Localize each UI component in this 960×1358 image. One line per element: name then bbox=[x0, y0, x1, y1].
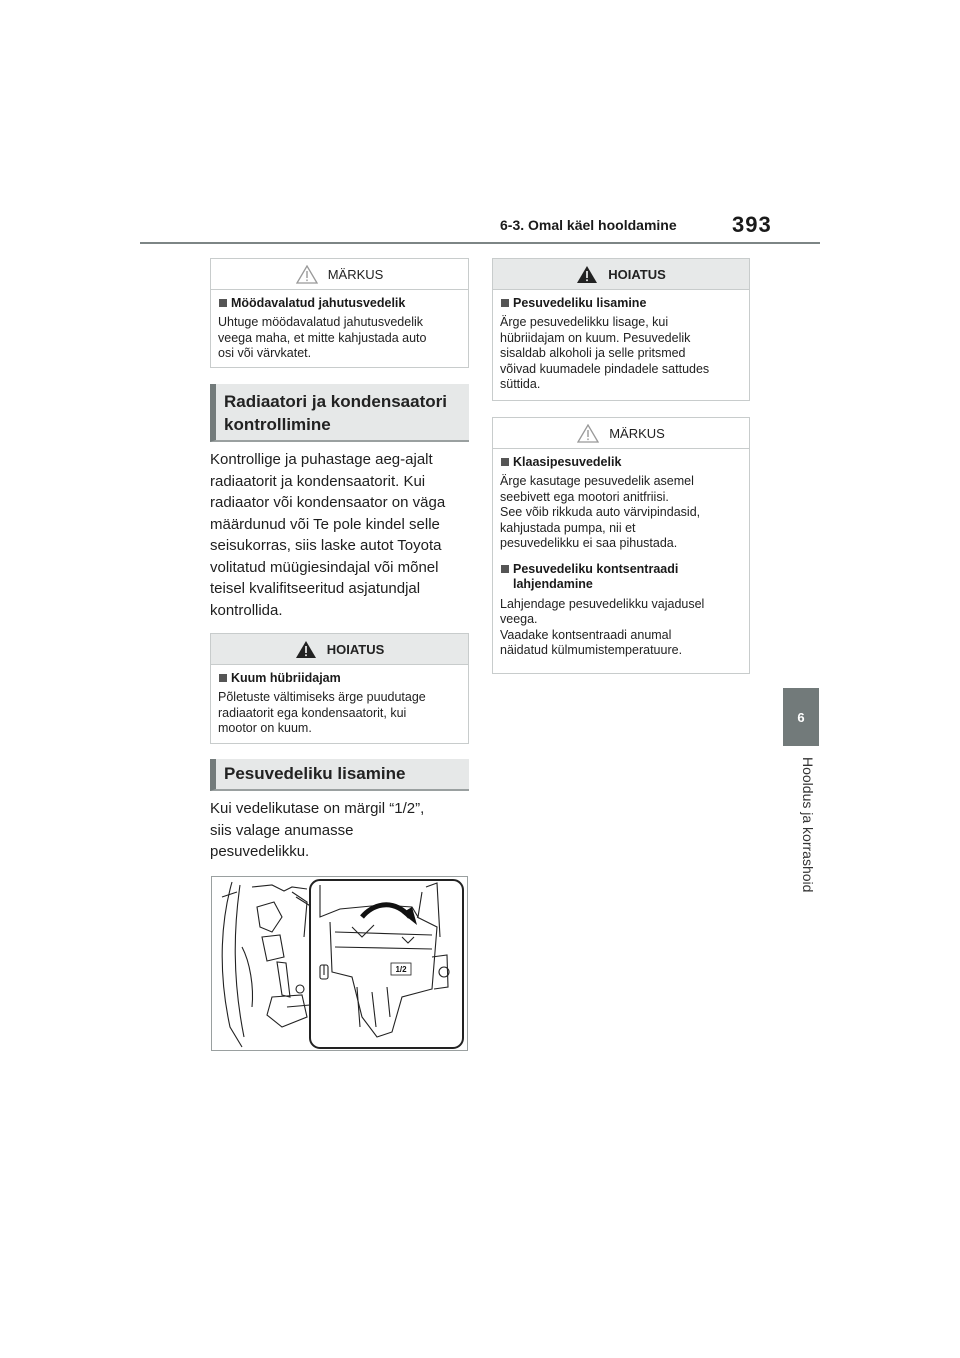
level-mark-label: 1/2 bbox=[395, 965, 407, 974]
notice-box bbox=[210, 258, 469, 368]
warning-label: HOIATUS bbox=[608, 266, 666, 282]
warning-box-2 bbox=[492, 258, 750, 401]
notice-item-title bbox=[218, 296, 461, 310]
notice-label: MÄRKUS bbox=[609, 425, 665, 441]
header-divider bbox=[140, 242, 820, 244]
notice-item-title bbox=[500, 562, 742, 592]
notice-item-text: Uhtuge möödavalatud jahutusvedelik veega maha, et mitte kahjustada auto osi või värvkatet. bbox=[218, 315, 427, 360]
warning-item-title bbox=[218, 671, 461, 685]
section-heading-washer: Pesuvedeliku lisamine bbox=[210, 759, 469, 791]
warning-header bbox=[211, 634, 468, 665]
warning-header bbox=[493, 259, 749, 290]
notice-item bbox=[500, 562, 742, 659]
warning-item-text: Ärge pesuvedelikku lisage, kui hübriidajam on kuum. Pesuvedelik sisaldab alkoholi ja selle pritsmed võivad kuumadele pindadele sattudes süttida. bbox=[500, 315, 710, 391]
chapter-number: 6 bbox=[797, 709, 805, 725]
notice-item-text: Ärge kasutage pesuvedelik asemel seebivett ega mootori anitfriisi. See võib rikkuda auto värvipindasid, kahjustada pumpa, nii et pesuvedelikku ei saa pihustada. bbox=[500, 474, 701, 550]
radiator-paragraph: Kontrollige ja puhastage aeg-ajalt radiaatorit ja kondensaatorit. Kui radiaator või kondensaator on väga määrdunud või Te pole kindel selle seisukorras, siis laske autot Toyota volitatud müügiesindajal või mõnel teisel kvalifitseeritud asjatundjal kontrollida. bbox=[210, 451, 446, 619]
bullet-square-icon bbox=[501, 458, 509, 466]
warning-box bbox=[210, 633, 469, 744]
page-number: 393 bbox=[732, 212, 772, 237]
warning-item-text: Põletuste vältimiseks ärge puudutage radiaatorit ega kondensaatorit, kui mootor on kuum. bbox=[218, 690, 426, 735]
notice-item-title bbox=[500, 455, 742, 469]
warning-item-title-text: Kuum hübriidajam bbox=[231, 671, 341, 685]
bullet-square-icon bbox=[501, 565, 509, 573]
warning-item-title-text: Pesuvedeliku lisamine bbox=[513, 296, 647, 310]
chapter-tab[interactable] bbox=[783, 688, 819, 746]
section-heading-radiator: Radiaatori ja kondensaatori kontrollimine bbox=[210, 384, 469, 442]
notice-item-title-text: Pesuvedeliku kontsentraadi lahjendamine bbox=[513, 561, 679, 591]
notice-item-text: Lahjendage pesuvedelikku vajadusel veega. Vaadake kontsentraadi anumal näidatud külmumistemperatuure. bbox=[500, 596, 705, 657]
warning-triangle-icon bbox=[576, 265, 598, 284]
notice-box-2 bbox=[492, 417, 750, 674]
notice-header bbox=[211, 259, 468, 290]
notice-item-title-text: Klaasipesuvedelik bbox=[513, 455, 622, 469]
bullet-square-icon bbox=[219, 674, 227, 682]
warning-label: HOIATUS bbox=[326, 641, 385, 657]
notice-header bbox=[493, 418, 749, 449]
warning-triangle-icon bbox=[295, 640, 317, 659]
warning-item-title bbox=[500, 296, 742, 310]
caution-triangle-icon bbox=[296, 265, 318, 284]
section-title: 6-3. Omal käel hooldamine bbox=[500, 217, 677, 233]
caution-triangle-icon bbox=[577, 424, 599, 443]
engine-bay-drawing bbox=[212, 877, 468, 1051]
bullet-square-icon bbox=[219, 299, 227, 307]
notice-item-title-text: Möödavalatud jahutusvedelik bbox=[231, 296, 406, 310]
washer-reservoir-illustration bbox=[211, 876, 468, 1051]
notice-item bbox=[500, 455, 742, 552]
chapter-title: Hooldus ja korrashoid bbox=[800, 757, 816, 893]
washer-paragraph: Kui vedelikutase on märgil “1/2”, siis valage anumasse pesuvedelikku. bbox=[210, 800, 425, 860]
notice-label: MÄRKUS bbox=[327, 266, 384, 282]
bullet-square-icon bbox=[501, 299, 509, 307]
